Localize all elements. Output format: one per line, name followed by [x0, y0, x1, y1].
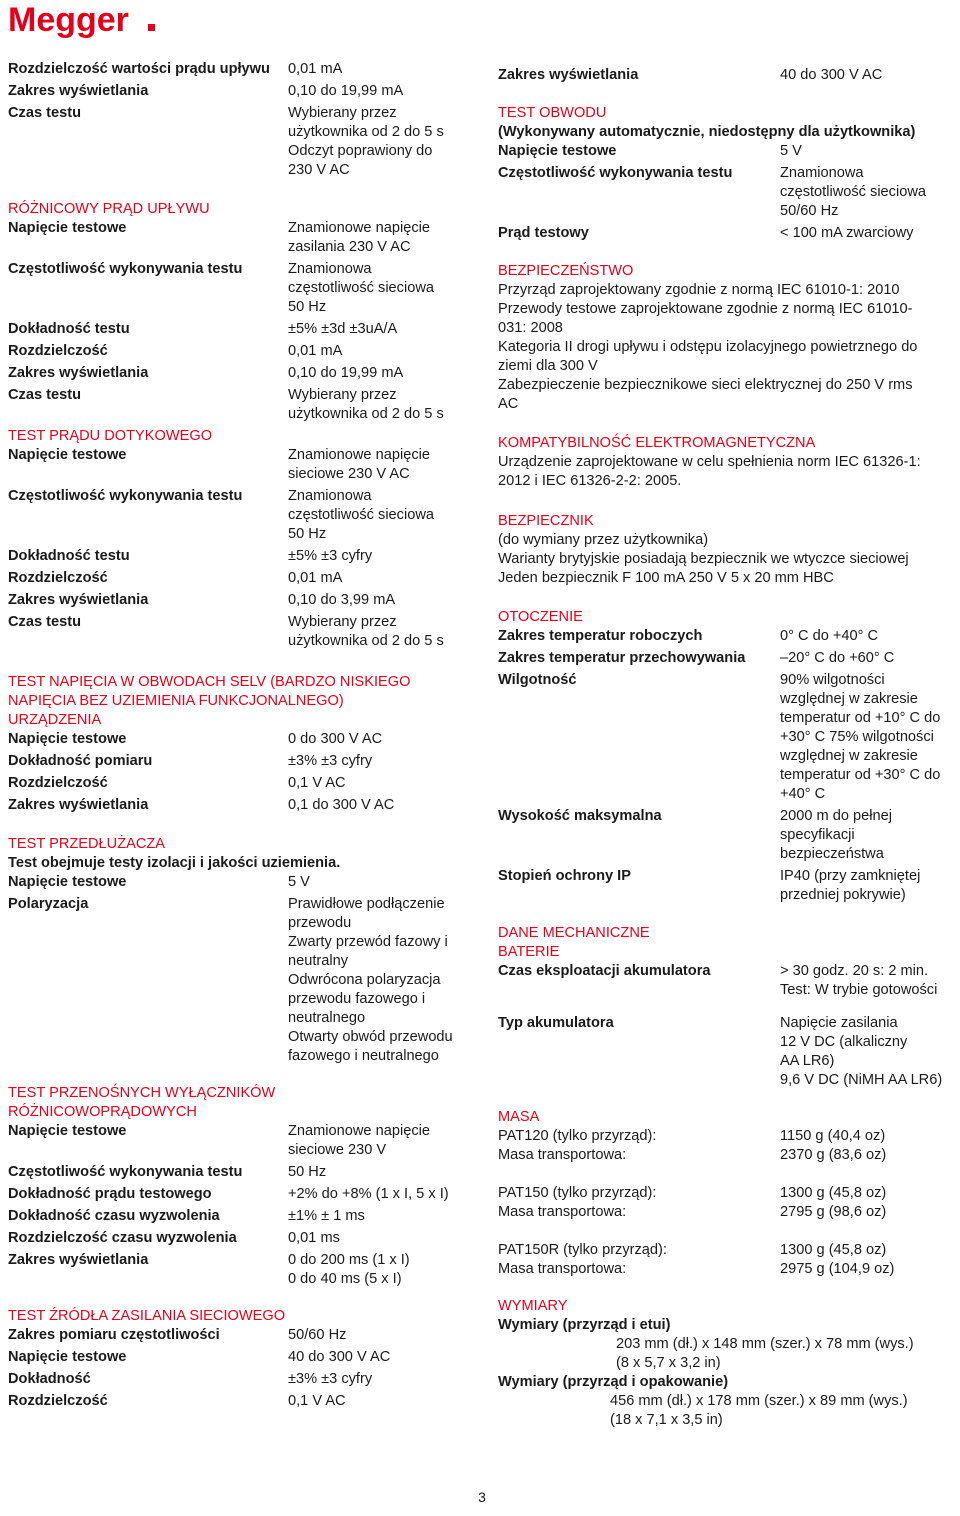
spec-value: 1300 g (45,8 oz)	[780, 1185, 887, 1201]
spec-label: Rozdzielczość	[8, 1393, 108, 1409]
spec-label: Rozdzielczość wartości prądu upływu	[8, 61, 270, 77]
spec-row	[8, 260, 478, 317]
spec-value: Znamionowe napięcie zasilania 230 V AC	[288, 220, 430, 255]
section-emc	[498, 434, 956, 491]
extension-note: Test obejmuje testy izolacji i jakości uziemienia.	[8, 855, 341, 871]
spec-label: PAT150R (tylko przyrząd):	[498, 1242, 667, 1258]
spec-value: 50 Hz	[288, 1164, 327, 1180]
heading-rcd: RÓŻNICOWY PRĄD UPŁYWU	[8, 201, 210, 217]
spec-value: Wybierany przez użytkownika od 2 do 5 s	[288, 614, 444, 649]
spec-value: +2% do +8% (1 x I, 5 x I)	[288, 1186, 449, 1202]
spec-row	[498, 867, 956, 905]
heading-touch: TEST PRĄDU DOTYKOWEGO	[8, 428, 213, 444]
heading-prcd: TEST PRZENOŚNYCH WYŁĄCZNIKÓW RÓŻNICOWOPRĄDOWYCH	[8, 1085, 276, 1120]
spec-value: 0,10 do 19,99 mA	[288, 83, 404, 99]
spec-label: Zakres wyświetlania	[498, 67, 639, 83]
spec-value: 40 do 300 V AC	[288, 1349, 391, 1365]
section-mains	[8, 1307, 478, 1411]
spec-row	[498, 1241, 956, 1260]
spec-value: Znamionowa częstotliwość sieciowa 50 Hz	[288, 488, 434, 542]
spec-row	[8, 320, 478, 339]
spec-label: PAT120 (tylko przyrząd):	[498, 1128, 657, 1144]
spec-row	[8, 60, 478, 79]
right-column	[498, 66, 956, 1430]
spec-value: ±3% ±3 cyfry	[288, 753, 373, 769]
spec-row	[8, 1348, 478, 1367]
heading-environment: OTOCZENIE	[498, 609, 583, 625]
heading-circuit: TEST OBWODU	[498, 105, 607, 121]
spec-value: 2795 g (98,6 oz)	[780, 1204, 887, 1220]
spec-row	[8, 752, 478, 771]
spec-row	[8, 730, 478, 749]
mass-group	[498, 1241, 956, 1279]
spec-value: 5 V	[780, 143, 802, 159]
spec-label: Zakres wyświetlania	[8, 797, 149, 813]
spec-label: Wysokość maksymalna	[498, 808, 662, 824]
spec-row	[8, 104, 478, 180]
spec-label: Częstotliwość wykonywania testu	[8, 261, 243, 277]
spec-value: Znamionowa częstotliwość sieciowa 50 Hz	[288, 261, 434, 315]
spec-label: Dokładność	[8, 1371, 91, 1387]
spec-value: Prawidłowe podłączenie przewodu Zwarty przewód fazowy i neutralny Odwrócona polaryzacja przewodu fazowego i neutralnego Otwarty obwód przewodu fazowego i neutralnego	[288, 896, 453, 1064]
spec-row	[8, 364, 478, 383]
spec-row	[8, 613, 478, 651]
section-fuse	[498, 512, 956, 588]
spec-label: Masa transportowa:	[498, 1261, 627, 1277]
heading-fuse: BEZPIECZNIK	[498, 513, 594, 529]
spec-row	[8, 1326, 478, 1345]
spec-label: Zakres wyświetlania	[8, 1252, 149, 1268]
spec-value: ±5% ±3d ±3uA/A	[288, 321, 398, 337]
spec-row	[8, 569, 478, 588]
spec-value: > 30 godz. 20 s: 2 min. Test: W trybie gotowości	[780, 963, 938, 998]
spec-row	[498, 962, 956, 1000]
spec-row	[498, 807, 956, 864]
spec-label: Napięcie testowe	[8, 874, 127, 890]
heading-mechanical: DANE MECHANICZNE BATERIE	[498, 925, 650, 960]
spec-label: Prąd testowy	[498, 225, 589, 241]
heading-mass: MASA	[498, 1109, 540, 1125]
spec-label: Typ akumulatora	[498, 1015, 614, 1031]
page-number: 3	[478, 1489, 486, 1505]
spec-label: Polaryzacja	[8, 896, 89, 912]
spec-value: 0,01 mA	[288, 61, 343, 77]
spec-label: Napięcie testowe	[498, 143, 617, 159]
spec-row	[8, 446, 478, 484]
spec-label: Rozdzielczość czasu wyzwolenia	[8, 1230, 237, 1246]
spec-label: Dokładność prądu testowego	[8, 1186, 212, 1202]
section-selv	[8, 673, 478, 815]
spec-value: 0,01 mA	[288, 570, 343, 586]
dimension-label: Wymiary (przyrząd i opakowanie)	[498, 1374, 729, 1390]
spec-value: 2370 g (83,6 oz)	[780, 1147, 887, 1163]
spec-label: Napięcie testowe	[8, 731, 127, 747]
section-leakage-cont	[8, 60, 478, 180]
spec-label: Czas testu	[8, 105, 81, 121]
heading-mains: TEST ŹRÓDŁA ZASILANIA SIECIOWEGO	[8, 1308, 286, 1324]
spec-row	[498, 1203, 956, 1222]
spec-value: 0,01 ms	[288, 1230, 340, 1246]
spec-label: Stopień ochrony IP	[498, 868, 631, 884]
spec-row	[498, 142, 956, 161]
spec-value: Wybierany przez użytkownika od 2 do 5 s	[288, 387, 444, 422]
heading-emc: KOMPATYBILNOŚĆ ELEKTROMAGNETYCZNA	[498, 435, 816, 451]
spec-label: Dokładność pomiaru	[8, 753, 153, 769]
spec-label: Napięcie testowe	[8, 447, 127, 463]
spec-row	[8, 895, 478, 1066]
spec-value: 0,10 do 3,99 mA	[288, 592, 396, 608]
spec-row	[8, 774, 478, 793]
spec-label: Częstotliwość wykonywania testu	[8, 1164, 243, 1180]
spec-row	[498, 671, 956, 804]
spec-label: Czas testu	[8, 387, 81, 403]
spec-value: Wybierany przez użytkownika od 2 do 5 s Odczyt poprawiony do 230 V AC	[288, 105, 444, 178]
spec-row	[498, 1014, 956, 1090]
spec-row	[8, 219, 478, 257]
spec-row	[8, 487, 478, 544]
spec-label: PAT150 (tylko przyrząd):	[498, 1185, 657, 1201]
section-environment	[498, 608, 956, 905]
spec-value: < 100 mA zwarciowy	[780, 225, 914, 241]
spec-value: Znamionowa częstotliwość sieciowa 50/60 Hz	[780, 165, 926, 219]
spec-value: 5 V	[288, 874, 310, 890]
mass-group	[498, 1184, 956, 1222]
spec-value: 1300 g (45,8 oz)	[780, 1242, 887, 1258]
spec-row	[498, 164, 956, 221]
fuse-text: (do wymiany przez użytkownika) Warianty brytyjskie posiadają bezpiecznik we wtyczce sieciowej Jeden bezpiecznik F 100 mA 250 V 5 x 20 mm HBC	[498, 532, 909, 586]
section-safety	[498, 262, 956, 414]
spec-label: Masa transportowa:	[498, 1147, 627, 1163]
spec-label: Częstotliwość wykonywania testu	[8, 488, 243, 504]
spec-row	[8, 796, 478, 815]
spec-row	[8, 1185, 478, 1204]
section-mass	[498, 1108, 956, 1279]
spec-row	[498, 1260, 956, 1279]
spec-label: Rozdzielczość	[8, 775, 108, 791]
spec-label: Zakres wyświetlania	[8, 83, 149, 99]
left-column	[8, 60, 478, 1414]
spec-label: Rozdzielczość	[8, 343, 108, 359]
spec-value: 90% wilgotności względnej w zakresie temperatur od +10° C do +30° C 75% wilgotności względnej w zakresie temperatur od +30° C do +40° C	[780, 672, 941, 802]
dimension-label: Wymiary (przyrząd i etui)	[498, 1317, 671, 1333]
spec-row	[498, 1127, 956, 1146]
spec-label: Zakres temperatur roboczych	[498, 628, 703, 644]
spec-value: –20° C do +60° C	[780, 650, 895, 666]
dimension-value: 203 mm (dł.) x 148 mm (szer.) x 78 mm (wys.) (8 x 5,7 x 3,2 in)	[616, 1336, 914, 1371]
spec-row	[8, 547, 478, 566]
spec-value: 2975 g (104,9 oz)	[780, 1261, 895, 1277]
spec-row	[8, 591, 478, 610]
spec-row	[8, 386, 478, 424]
spec-value: ±5% ±3 cyfry	[288, 548, 373, 564]
spec-value: 0 do 200 ms (1 x I) 0 do 40 ms (5 x I)	[288, 1252, 410, 1287]
spec-label: Zakres wyświetlania	[8, 365, 149, 381]
spec-value: 0,1 do 300 V AC	[288, 797, 395, 813]
spec-value: 0,1 V AC	[288, 775, 346, 791]
spec-label: Napięcie testowe	[8, 220, 127, 236]
section-mechanical	[498, 924, 956, 1090]
spec-value: ±1% ± 1 ms	[288, 1208, 365, 1224]
spec-label: Zakres temperatur przechowywania	[498, 650, 746, 666]
spec-row	[8, 1122, 478, 1160]
section-prcd	[8, 1084, 478, 1289]
spec-value: ±3% ±3 cyfry	[288, 1371, 373, 1387]
logo-text: Megger	[8, 2, 129, 38]
circuit-note: (Wykonywany automatycznie, niedostępny dla użytkownika)	[498, 124, 916, 140]
emc-text: Urządzenie zaprojektowane w celu spełnienia norm IEC 61326-1: 2012 i IEC 61326-2-2: 2005.	[498, 454, 921, 489]
spec-value: IP40 (przy zamkniętej przedniej pokrywie)	[780, 868, 921, 903]
spec-label: Zakres wyświetlania	[8, 592, 149, 608]
spec-row	[498, 1184, 956, 1203]
spec-row	[8, 1251, 478, 1289]
spec-row	[8, 873, 478, 892]
spec-value: 1150 g (40,4 oz)	[780, 1128, 886, 1144]
spec-row	[498, 649, 956, 668]
spec-row	[498, 627, 956, 646]
heading-extension: TEST PRZEDŁUŻACZA	[8, 836, 166, 852]
spec-value: 40 do 300 V AC	[780, 67, 883, 83]
spec-label: Rozdzielczość	[8, 570, 108, 586]
spec-row	[498, 224, 956, 243]
dimension-value: 456 mm (dł.) x 178 mm (szer.) x 89 mm (wys.) (18 x 7,1 x 3,5 in)	[610, 1393, 908, 1428]
spec-value: Napięcie zasilania 12 V DC (alkaliczny AA LR6) 9,6 V DC (NiMH AA LR6)	[780, 1015, 943, 1088]
spec-label: Napięcie testowe	[8, 1349, 127, 1365]
safety-text: Przyrząd zaprojektowany zgodnie z normą IEC 61010-1: 2010 Przewody testowe zaprojektowane zgodnie z normą IEC 61010- 031: 2008 Kategoria II drogi upływu i odstępu izolacyjnego powietrznego do ziemi dla 300 V Zabezpieczenie bezpiecznikowe sieci elektrycznej do 250 V rms AC	[498, 282, 918, 412]
section-circuit	[498, 104, 956, 243]
spec-value: Znamionowe napięcie sieciowe 230 V AC	[288, 447, 430, 482]
heading-dimensions: WYMIARY	[498, 1298, 568, 1314]
spec-value: 0° C do +40° C	[780, 628, 879, 644]
spec-row	[8, 1163, 478, 1182]
spec-label: Dokładność testu	[8, 321, 130, 337]
section-extension	[8, 835, 478, 1066]
spec-label: Masa transportowa:	[498, 1204, 627, 1220]
spec-row	[8, 1370, 478, 1389]
spec-row	[8, 82, 478, 101]
spec-row	[8, 342, 478, 361]
spec-label: Dokładność testu	[8, 548, 130, 564]
spec-label: Częstotliwość wykonywania testu	[498, 165, 733, 181]
spec-value: 2000 m do pełnej specyfikacji bezpieczeństwa	[780, 808, 892, 862]
spec-value: 50/60 Hz	[288, 1327, 347, 1343]
spec-value: Znamionowe napięcie sieciowe 230 V	[288, 1123, 430, 1158]
logo-dot	[148, 24, 155, 31]
spec-row	[8, 1229, 478, 1248]
spec-label: Czas testu	[8, 614, 81, 630]
section-dimensions	[498, 1297, 956, 1430]
spec-row	[8, 1392, 478, 1411]
spec-row	[498, 66, 956, 85]
section-rcd	[8, 200, 478, 424]
spec-row	[498, 1146, 956, 1165]
heading-selv: TEST NAPIĘCIA W OBWODACH SELV (BARDZO NISKIEGO NAPIĘCIA BEZ UZIEMIENIA FUNKCJONALNEGO) URZĄDZENIA	[8, 674, 411, 728]
megger-logo	[8, 2, 158, 38]
spec-value: 0,1 V AC	[288, 1393, 346, 1409]
spec-label: Dokładność czasu wyzwolenia	[8, 1208, 220, 1224]
heading-safety: BEZPIECZEŃSTWO	[498, 263, 634, 279]
mass-group	[498, 1127, 956, 1165]
spec-label: Czas eksploatacji akumulatora	[498, 963, 711, 979]
spec-row	[8, 1207, 478, 1226]
spec-value: 0,01 mA	[288, 343, 343, 359]
section-touch	[8, 427, 478, 651]
spec-value: 0 do 300 V AC	[288, 731, 383, 747]
spec-value: 0,10 do 19,99 mA	[288, 365, 404, 381]
spec-label: Napięcie testowe	[8, 1123, 127, 1139]
spec-label: Zakres pomiaru częstotliwości	[8, 1327, 220, 1343]
spec-label: Wilgotność	[498, 672, 577, 688]
